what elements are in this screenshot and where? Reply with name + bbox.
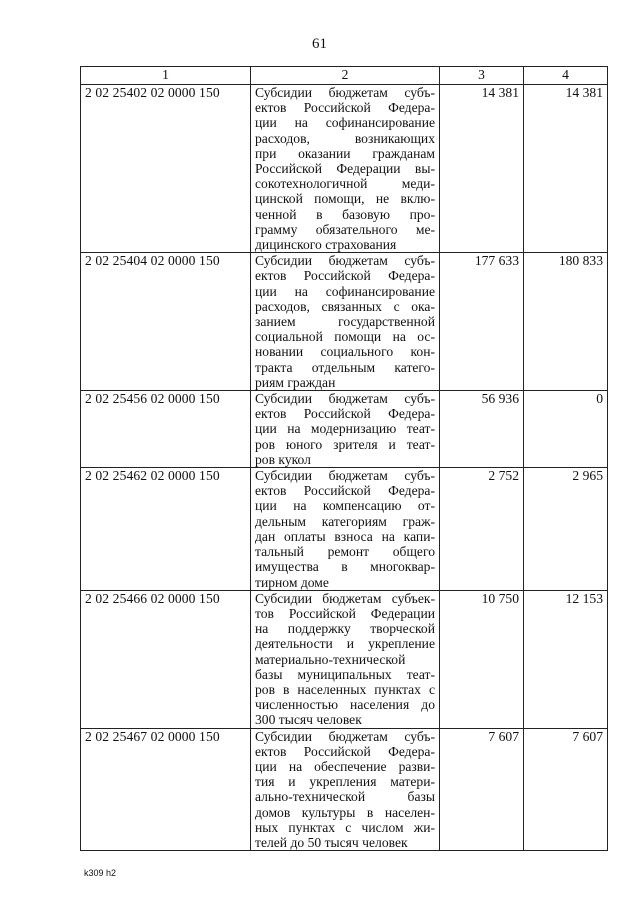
description-line: тракта отдельным катего- xyxy=(255,359,435,375)
description-line: ектов Российской Федера- xyxy=(255,406,435,422)
description-line: численностью населения до xyxy=(255,697,435,713)
description-line: Российской Федерации вы- xyxy=(255,161,435,177)
value-column-3: 10 750 xyxy=(440,590,524,728)
description-line: ров кукол xyxy=(255,451,311,467)
value-column-3: 2 752 xyxy=(440,468,524,591)
description-line: ченной в базовую про- xyxy=(255,206,435,222)
description-line: Субсидии бюджетам субъ- xyxy=(255,728,435,744)
description-cell xyxy=(251,728,440,851)
description-cell xyxy=(251,590,440,728)
description-line: тия и укрепления матери- xyxy=(255,774,435,790)
description-line: ции на модернизацию теат- xyxy=(255,421,435,437)
description-line: тальный ремонт общего xyxy=(255,544,435,560)
description-line: занием государственной xyxy=(255,314,435,330)
header-row xyxy=(81,67,608,85)
description-line: ектов Российской Федера- xyxy=(255,743,435,759)
description-cell xyxy=(251,391,440,468)
description-line: ции на компенсацию от- xyxy=(255,498,435,514)
column-header-2: 2 xyxy=(251,67,440,85)
description-line: на поддержку творческой xyxy=(255,621,435,637)
value-column-3: 7 607 xyxy=(440,728,524,851)
description-line: ции на софинансирование xyxy=(255,283,435,299)
description-line: ции на софинансирование xyxy=(255,115,435,131)
description-line: ектов Российской Федера- xyxy=(255,100,435,116)
description-line: ектов Российской Федера- xyxy=(255,483,435,499)
description-line: сокотехнологичной меди- xyxy=(255,176,435,192)
value-column-3: 177 633 xyxy=(440,253,524,391)
description-line: расходов, связанных с ока- xyxy=(255,298,435,314)
description-line: дельным категориям граж- xyxy=(255,513,435,529)
column-header-4: 4 xyxy=(524,67,608,85)
description-line: грамму обязательного ме- xyxy=(255,221,435,237)
table-row xyxy=(81,590,608,728)
table-row xyxy=(81,728,608,851)
budget-code-cell: 2 02 25462 02 0000 150 xyxy=(81,468,251,591)
description-line: ров в населенных пунктах с xyxy=(255,681,435,697)
value-column-4: 14 381 xyxy=(524,85,608,253)
description-cell xyxy=(251,468,440,591)
description-line: ально-технической базы xyxy=(255,789,435,805)
description-line: 300 тысяч человек xyxy=(255,712,362,728)
description-line: тов Российской Федерации xyxy=(255,605,435,621)
description-line: расходов, возникающих xyxy=(255,130,435,146)
budget-code-cell: 2 02 25402 02 0000 150 xyxy=(81,85,251,253)
column-header-3: 3 xyxy=(440,67,524,85)
table-row xyxy=(81,391,608,468)
table-row xyxy=(81,253,608,391)
value-column-4: 2 965 xyxy=(524,468,608,591)
description-line: материально-технической xyxy=(255,651,406,667)
description-line: базы муниципальных теат- xyxy=(255,666,435,682)
description-line: ров юного зрителя и теат- xyxy=(255,436,435,452)
description-line: телей до 50 тысяч человек xyxy=(255,834,408,850)
value-column-4: 7 607 xyxy=(524,728,608,851)
description-line: Субсидии бюджетам субъ- xyxy=(255,253,435,269)
description-line: тирном доме xyxy=(255,574,329,590)
description-line: Субсидии бюджетам субъ- xyxy=(255,391,435,407)
table-row xyxy=(81,468,608,591)
description-line: ектов Российской Федера- xyxy=(255,268,435,284)
description-line: имущества в многоквар- xyxy=(255,559,435,575)
budget-code-cell: 2 02 25466 02 0000 150 xyxy=(81,590,251,728)
description-line: Субсидии бюджетам субъ- xyxy=(255,85,435,100)
value-column-3: 14 381 xyxy=(440,85,524,253)
description-line: ции на обеспечение разви- xyxy=(255,758,435,774)
value-column-4: 180 833 xyxy=(524,253,608,391)
description-line: дан оплаты взноса на капи- xyxy=(255,528,435,544)
description-line: Субсидии бюджетам субъек- xyxy=(255,590,435,606)
description-cell xyxy=(251,85,440,253)
description-line: социальной помощи на ос- xyxy=(255,329,435,345)
description-line: риям граждан xyxy=(255,374,336,390)
description-line: новании социального кон- xyxy=(255,344,435,360)
description-line: домов культуры в населен- xyxy=(255,804,435,820)
value-column-3: 56 936 xyxy=(440,391,524,468)
column-header-1: 1 xyxy=(81,67,251,85)
value-column-4: 0 xyxy=(524,391,608,468)
value-column-4: 12 153 xyxy=(524,590,608,728)
description-line: дицинского страхования xyxy=(255,237,397,253)
budget-table xyxy=(80,66,608,851)
budget-code-cell: 2 02 25456 02 0000 150 xyxy=(81,391,251,468)
budget-code-cell: 2 02 25404 02 0000 150 xyxy=(81,253,251,391)
footer-code: k309 h2 xyxy=(84,868,117,878)
budget-code-cell: 2 02 25467 02 0000 150 xyxy=(81,728,251,851)
description-line: деятельности и укрепление xyxy=(255,636,435,652)
description-cell xyxy=(251,253,440,391)
description-line: ных пунктах с числом жи- xyxy=(255,819,435,835)
description-line: при оказании гражданам xyxy=(255,145,435,161)
description-line: Субсидии бюджетам субъ- xyxy=(255,468,435,484)
table-row xyxy=(81,85,608,253)
description-line: цинской помощи, не вклю- xyxy=(255,191,435,207)
page-number: 61 xyxy=(312,36,327,52)
